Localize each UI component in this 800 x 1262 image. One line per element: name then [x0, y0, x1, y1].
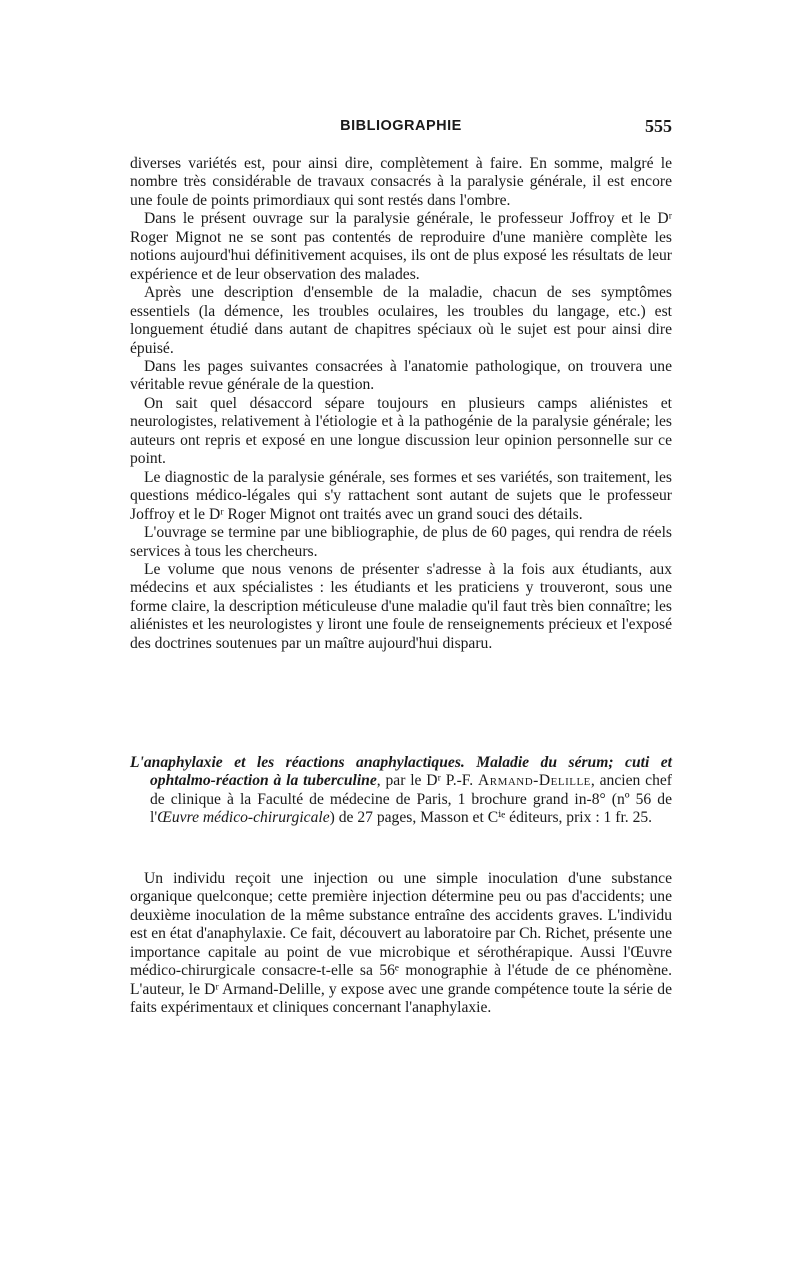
review2-paragraph-1: Un individu reçoit une injection ou une simple inoculation d'une substance organique quelconque; cette première injection détermine peu ou pas d'accidents; une deuxième inoculation de la même substance entraîne des accidents graves. L'individu est en état d'anaphylaxie. Ce fait, découvert au laboratoire par Ch. Richet, présente une importance capitale au point de vue microbique et sérothérapique. Aussi l'Œuvre médico-chirurgicale consacre-t-elle sa 56ᵉ monographie à l'étude de ce phénomène. L'auteur, le Dʳ Armand-Delille, y expose avec une grande compétence toute la série de faits expérimentaux et cliniques concernant l'anaphylaxie. — [130, 870, 672, 1017]
entry-citation — [130, 754, 672, 828]
page-number: 555 — [645, 116, 672, 136]
review-anaphylaxie — [130, 870, 672, 1018]
review-joffroy-mignot — [130, 155, 672, 653]
review1-paragraph-7: L'ouvrage se termine par une bibliographie, de plus de 60 pages, qui rendra de réels services à tous les chercheurs. — [130, 524, 672, 560]
review1-paragraph-3: Après une description d'ensemble de la maladie, chacun de ses symptômes essentiels (la démence, les troubles oculaires, les troubles du langage, etc.) est longuement étudié dans autant de chapitres spéciaux où le sujet est pour ainsi dire épuisé. — [130, 284, 672, 357]
entry-title: L'anaphylaxie et les réactions anaphylactiques. Maladie du sérum; cuti et ophtalmo-réaction à la tuberculine — [130, 754, 672, 790]
running-title: BIBLIOGRAPHIE — [340, 118, 462, 134]
running-head — [130, 116, 672, 138]
entry-author: Armand-Delille — [477, 772, 591, 790]
entry-details-1: , ancien chef de clinique à la Faculté de médecine de Paris, 1 brochure grand in-8° (nº 56 de l' — [150, 772, 672, 827]
entry-details-2: ) de 27 pages, Masson et Cⁱᵉ éditeurs, prix : 1 fr. 25. — [329, 809, 653, 827]
entry-by: , par le Dʳ P.-F. — [376, 772, 474, 790]
bibliography-entry — [130, 754, 672, 828]
entry-series: Œuvre médico-chirurgicale — [157, 809, 330, 827]
review1-paragraph-8: Le volume que nous venons de présenter s'adresse à la fois aux étudiants, aux médecins et aux spécialistes : les étudiants et les praticiens y trouveront, sous une forme claire, la description méticuleuse d'une maladie qu'il faut très bien connaître; les aliénistes et les neurologistes y liront une foule de renseignements précieux et l'exposé des doctrines soutenues par un maître aujourd'hui disparu. — [130, 560, 672, 652]
review1-paragraph-2: Dans le présent ouvrage sur la paralysie générale, le professeur Joffroy et le Dʳ Roger Mignot ne se sont pas contentés de reproduire d'une manière complète les notions aujourd'hui définitivement acquises, ils ont de plus exposé les résultats de leur expérience et de leur observation des malades. — [130, 210, 672, 283]
review1-paragraph-6: Le diagnostic de la paralysie générale, ses formes et ses variétés, son traitement, les questions médico-légales qui s'y rattachent sont autant de sujets que le professeur Joffroy et le Dʳ Roger Mignot ont traités avec un grand souci des détails. — [130, 468, 672, 523]
review1-paragraph-1: diverses variétés est, pour ainsi dire, complètement à faire. En somme, malgré le nombre très considérable de travaux consacrés à la paralysie générale, il est encore une foule de points primordiaux qui sont restés dans l'ombre. — [130, 155, 672, 209]
review1-paragraph-4: Dans les pages suivantes consacrées à l'anatomie pathologique, on trouvera une véritable revue générale de la question. — [130, 357, 672, 394]
review1-paragraph-5: On sait quel désaccord sépare toujours en plusieurs camps aliénistes et neurologistes, relativement à l'étiologie et à la pathogénie de la paralysie générale; les auteurs ont repris et exposé en une longue discussion leur opinion personnelle sur ce point. — [130, 394, 672, 468]
